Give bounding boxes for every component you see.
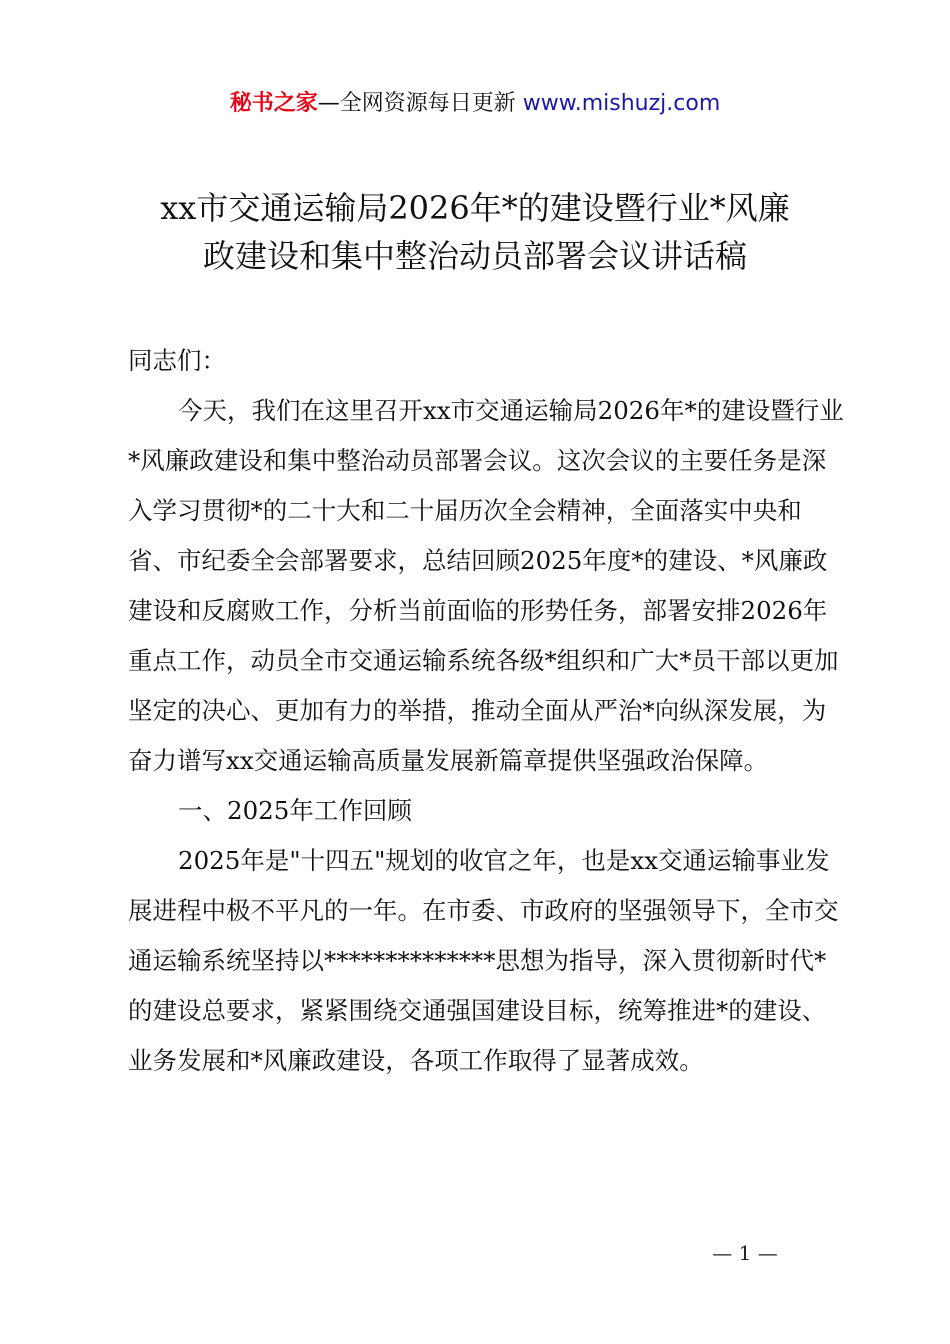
body-paragraph-review: 2025年是"十四五"规划的收官之年，也是xx交通运输事业发展进程中极不平凡的一年。在市委、市政府的坚强领导下，全市交通运输系统坚持以**************思想为指导，深入贯彻新时代*的建设总要求，紧紧围绕交通强国建设目标，统筹推进*的建设、业务发展和*风廉政建设，各项工作取得了显著成效。 [128,846,839,1075]
document-title [100,184,850,280]
document-body [128,336,848,1086]
site-url[interactable]: www.mishuzj.com [522,91,721,116]
title-line-1: xx市交通运输局2026年*的建设暨行业*风廉 [160,189,790,227]
site-brand: 秘书之家 [229,91,318,116]
page-number: — 1 — [712,1241,778,1265]
title-line-2: 政建设和集中整治动员部署会议讲话稿 [202,237,747,275]
body-paragraph-opening: 今天，我们在这里召开xx市交通运输局2026年*的建设暨行业*风廉政建设和集中整治动员部署会议。这次会议的主要任务是深入学习贯彻*的二十大和二十届历次全会精神，全面落实中央和省、市纪委全会部署要求，总结回顾2025年度*的建设、*风廉政建设和反腐败工作，分析当前面临的形势任务，部署安排2026年重点工作，动员全市交通运输系统各级*组织和广大*员干部以更加坚定的决心、更加有力的举措，推动全面从严治*向纵深发展，为奋力谱写xx交通运输高质量发展新篇章提供坚强政治保障。 [128,396,844,775]
salutation: 同志们： [128,346,226,375]
site-tagline: —全网资源每日更新 [317,91,516,116]
section-heading: 一、2025年工作回顾 [178,796,412,825]
site-banner [0,88,950,120]
